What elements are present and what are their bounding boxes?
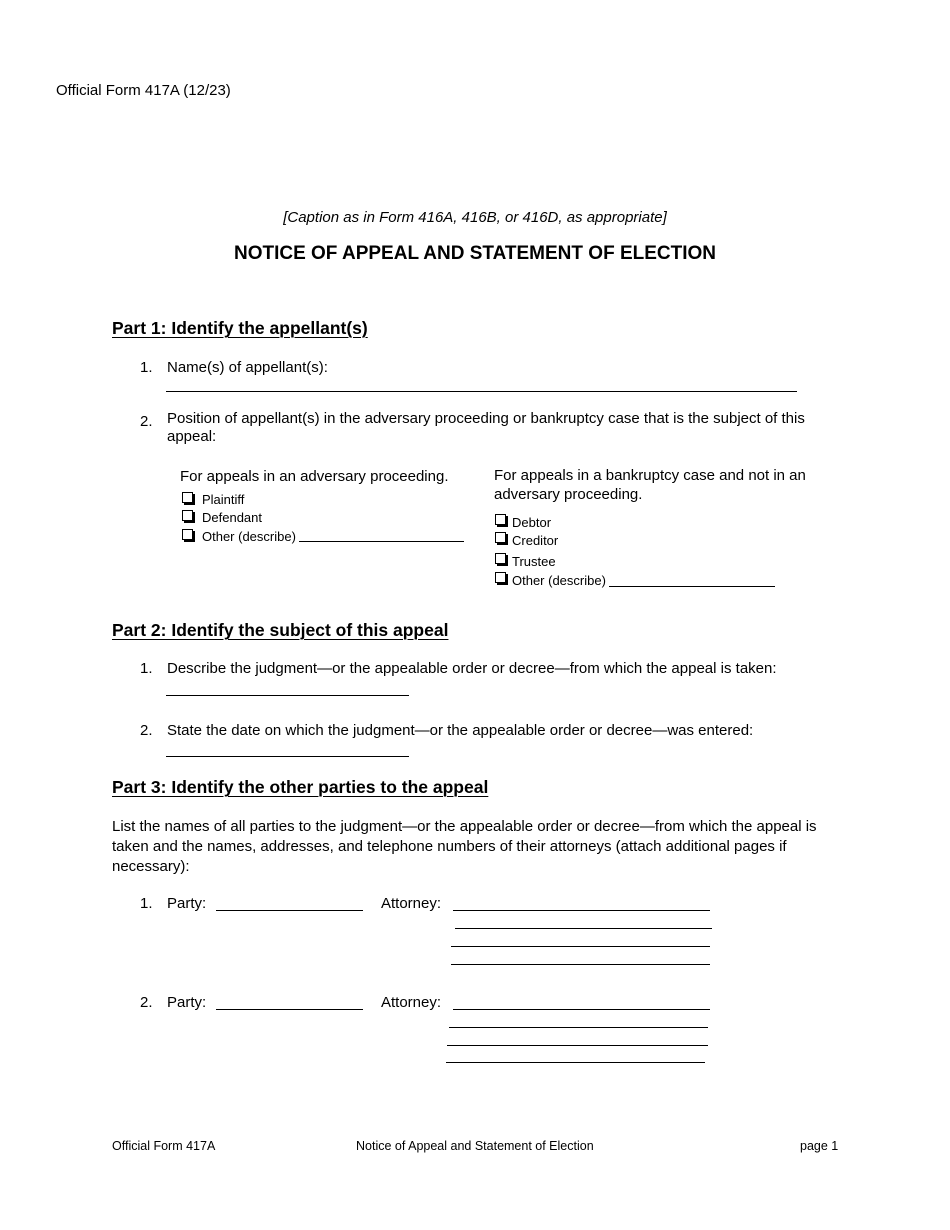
- caption-instruction: [Caption as in Form 416A, 416B, or 416D, as appropriate]: [283, 209, 667, 226]
- form-id-header: Official Form 417A (12/23): [56, 82, 231, 99]
- defendant-label: Defendant: [202, 510, 262, 525]
- debtor-checkbox[interactable]: [495, 514, 506, 525]
- part1-item1-number: 1.: [140, 359, 153, 376]
- part2-heading: Part 2: Identify the subject of this appeal: [112, 620, 449, 640]
- party2-attorney-line2[interactable]: [449, 1027, 708, 1028]
- judgment-date-field[interactable]: [166, 756, 409, 757]
- part1-item2-label: Position of appellant(s) in the adversary proceeding or bankruptcy case that is the subject of this appeal:: [167, 410, 805, 445]
- adversary-heading: For appeals in an adversary proceeding.: [180, 468, 449, 485]
- part1-item1-label: Name(s) of appellant(s):: [167, 359, 328, 376]
- part3-heading: Part 3: Identify the other parties to the appeal: [112, 777, 489, 797]
- part1-heading: Part 1: Identify the appellant(s): [112, 318, 368, 338]
- party1-label: Party:: [167, 895, 207, 912]
- adversary-other-checkbox[interactable]: [182, 529, 193, 540]
- bankruptcy-other-field[interactable]: [609, 586, 775, 587]
- bankruptcy-other-checkbox[interactable]: [495, 572, 506, 583]
- party2-attorney-line3[interactable]: [447, 1045, 708, 1046]
- footer-form-id: Official Form 417A: [112, 1139, 216, 1153]
- plaintiff-label: Plaintiff: [202, 492, 245, 507]
- defendant-checkbox[interactable]: [182, 510, 193, 521]
- party2-attorney-line1[interactable]: [453, 1009, 710, 1010]
- appellant-names-field[interactable]: [166, 391, 797, 392]
- party2-attorney-label: Attorney:: [381, 994, 442, 1011]
- bankruptcy-other-label: Other (describe): [512, 573, 606, 588]
- party1-name-field[interactable]: [216, 910, 363, 911]
- trustee-label: Trustee: [512, 554, 556, 569]
- party1-number: 1.: [140, 895, 153, 912]
- party2-name-field[interactable]: [216, 1009, 363, 1010]
- bankruptcy-heading: For appeals in a bankruptcy case and not in an adversary proceeding.: [494, 467, 806, 503]
- part1-item2-number: 2.: [140, 413, 153, 430]
- party2-label: Party:: [167, 994, 207, 1011]
- party1-attorney-label: Attorney:: [381, 895, 442, 912]
- part2-item1-number: 1.: [140, 660, 153, 677]
- creditor-label: Creditor: [512, 533, 559, 548]
- judgment-description-field[interactable]: [166, 695, 409, 696]
- debtor-label: Debtor: [512, 515, 552, 530]
- part2-item2-label: State the date on which the judgment—or the appealable order or decree—was entered:: [167, 722, 754, 739]
- adversary-other-label: Other (describe): [202, 529, 296, 544]
- footer-title: Notice of Appeal and Statement of Election: [356, 1139, 594, 1153]
- part3-intro: List the names of all parties to the judgment—or the appealable order or decree—from which the appeal is taken and the names, addresses, and telephone numbers of their attorneys (attach additional pages if necessary):: [112, 818, 817, 875]
- part2-item1-label: Describe the judgment—or the appealable order or decree—from which the appeal is taken:: [167, 660, 777, 677]
- party2-attorney-line4[interactable]: [446, 1062, 705, 1063]
- plaintiff-checkbox[interactable]: [182, 492, 193, 503]
- party1-attorney-line2[interactable]: [455, 928, 712, 929]
- adversary-other-field[interactable]: [299, 541, 464, 542]
- footer-page-number: page 1: [800, 1139, 839, 1153]
- party1-attorney-line4[interactable]: [451, 964, 710, 965]
- party1-attorney-line3[interactable]: [451, 946, 710, 947]
- document-title: NOTICE OF APPEAL AND STATEMENT OF ELECTION: [233, 243, 717, 264]
- party1-attorney-line1[interactable]: [453, 910, 710, 911]
- party2-number: 2.: [140, 994, 153, 1011]
- trustee-checkbox[interactable]: [495, 553, 506, 564]
- creditor-checkbox[interactable]: [495, 532, 506, 543]
- part2-item2-number: 2.: [140, 722, 153, 739]
